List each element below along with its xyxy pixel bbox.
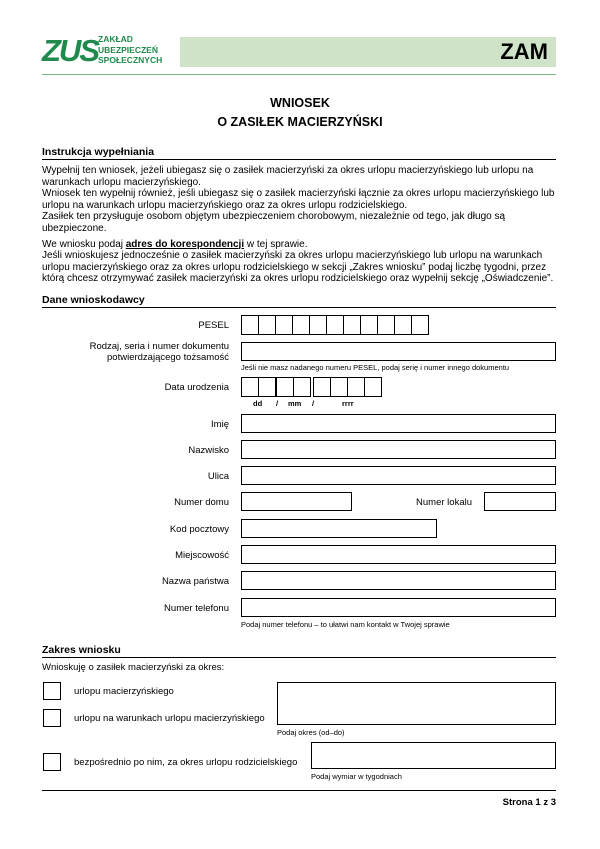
first-name-input[interactable] (241, 414, 556, 433)
phone-input[interactable] (241, 598, 556, 617)
form-title-line1: WNIOSEK (270, 96, 330, 110)
first-name-label: Imię (211, 419, 229, 430)
birth-date-day[interactable] (241, 377, 275, 397)
applicant-heading: Dane wnioskodawcy (42, 294, 145, 306)
surname-input[interactable] (241, 440, 556, 459)
pesel-input[interactable] (241, 315, 428, 335)
maternity-conditions-checkbox[interactable] (43, 709, 61, 727)
phone-label: Numer telefonu (164, 603, 229, 614)
house-number-label: Numer domu (174, 497, 229, 508)
scope-divider (42, 657, 556, 658)
date-format-yyyy: rrrr (342, 399, 354, 408)
street-label: Ulica (207, 471, 229, 482)
house-number-input[interactable] (241, 492, 352, 511)
id-document-input[interactable] (241, 342, 556, 361)
date-format-mm: mm (288, 399, 302, 408)
pesel-label: PESEL (198, 320, 229, 331)
phone-hint: Podaj numer telefonu – to ułatwi nam kontakt w Twojej sprawie (241, 620, 450, 629)
period-input[interactable] (277, 682, 556, 725)
date-format-sep2: / (312, 399, 315, 408)
maternity-leave-label: urlopu macierzyńskiego (74, 686, 174, 697)
maternity-conditions-label: urlopu na warunkach urlopu macierzyńskiego (74, 713, 265, 724)
weeks-hint: Podaj wymiar w tygodniach (311, 772, 402, 781)
scope-heading: Zakres wniosku (42, 644, 121, 656)
city-input[interactable] (241, 545, 556, 564)
header-divider (42, 74, 556, 75)
country-label: Nazwa państwa (161, 576, 229, 587)
instructions-divider (42, 159, 556, 160)
birth-date-year[interactable] (313, 377, 381, 397)
period-hint: Podaj okres (od–do) (277, 728, 345, 737)
applicant-divider (42, 307, 556, 308)
birth-date-month[interactable] (276, 377, 310, 397)
postcode-label: Kod pocztowy (169, 524, 229, 535)
logo-text: ZAKŁAD UBEZPIECZEŃ SPOŁECZNYCH (98, 34, 163, 65)
form-title-line2: O ZASIŁEK MACIERZYŃSKI (217, 115, 383, 129)
footer-divider (42, 790, 556, 791)
maternity-leave-checkbox[interactable] (43, 682, 61, 700)
weeks-input[interactable] (311, 742, 556, 769)
instructions-heading: Instrukcja wypełniania (42, 146, 155, 158)
country-input[interactable] (241, 571, 556, 590)
flat-number-input[interactable] (484, 492, 556, 511)
parental-leave-checkbox[interactable] (43, 753, 61, 771)
flat-number-label: Numer lokalu (416, 497, 472, 508)
parental-leave-label: bezpośrednio po nim, za okres urlopu rodzicielskiego (74, 757, 298, 768)
id-document-hint: Jeśli nie masz nadanego numeru PESEL, podaj serię i numer innego dokumentu (241, 363, 510, 372)
surname-label: Nazwisko (188, 445, 229, 456)
page-number: Strona 1 z 3 (502, 797, 556, 808)
form-code: ZAM (500, 39, 548, 64)
logo-mark: ZUS (42, 33, 98, 68)
id-document-label: Rodzaj, seria i numer dokumentu potwierdzającego tożsamość (89, 341, 229, 363)
postcode-input[interactable] (241, 519, 437, 538)
street-input[interactable] (241, 466, 556, 485)
date-format-dd: dd (253, 399, 263, 408)
date-format-sep1: / (276, 399, 279, 408)
instructions-text: Wypełnij ten wniosek, jeżeli ubiegasz się o zasiłek macierzyński za okres urlopu macierzyńskiego lub urlopu na warunkach urlopu macierzyńskiego. Wniosek ten wypełnij również, jeśli ubiegasz się o zasiłek macierzyński łącznie za okres urlopu macierzyńskiego lub urlopu na warunkach urlopu macierzyńskiego oraz za okres urlopu rodzicielskiego. Zasiłek ten przysługuje osobom objętym ubezpieczeniem chorobowym, niezależnie od tego, jak długo są ubezpieczone. We wniosku podaj adres do korespondencji w tej sprawie. Jeśli wnioskujesz jednocześnie o zasiłek macierzyński za okres urlopu macierzyńskiego lub urlopu na warunkach urlopu macierzyńskiego oraz za okres urlopu rodzicielskiego w sekcji „Zakres wniosku” podaj liczbę tygodni, przez którą chcesz otrzymywać zasiłek macierzyński za okres urlopu rodzicielskiego oraz wypełnij sekcję „Oświadczenie”. (42, 165, 555, 285)
scope-intro: Wnioskuję o zasiłek macierzyński za okres: (42, 662, 225, 673)
city-label: Miejscowość (175, 550, 229, 561)
birth-date-label: Data urodzenia (164, 382, 229, 393)
